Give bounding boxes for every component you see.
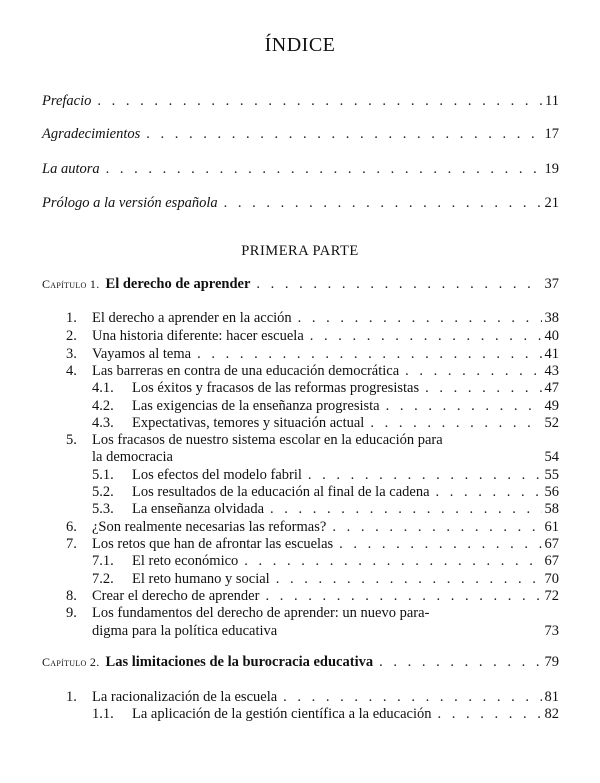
toc-subsection[interactable] [92,552,559,571]
toc-page: 38 [544,310,559,326]
toc-label: Agradecimientos [42,126,141,142]
toc-entry-prologo[interactable] [42,194,559,213]
toc-section-continued[interactable] [92,448,559,467]
section-number: 4.1. [92,380,114,396]
section-label: Las barreras en contra de una educación democrática [92,363,400,379]
section-number: 5.1. [92,467,114,483]
section-label: Los éxitos y fracasos de las reformas progresistas [132,380,420,396]
section-label: Los retos que han de afrontar las escuelas [92,536,334,552]
section-number: 7.2. [92,571,114,587]
section-label: ¿Son realmente necesarias las reformas? [92,519,327,535]
section-number: 6. [66,519,77,535]
toc-page: 52 [544,415,559,431]
part-title: PRIMERA PARTE [241,243,359,259]
section-number: 4. [66,363,77,379]
dot-leader [97,92,542,111]
page-title: ÍNDICE [264,34,336,56]
section-label: Las exigencias de la enseñanza progresista [132,398,380,414]
section-label: El reto económico [132,553,239,569]
section-number: 4.2. [92,398,114,414]
section-number: 9. [66,605,77,621]
dot-leader [425,379,541,398]
dot-leader [270,500,541,519]
section-label-continued: digma para la política educativa [92,623,278,639]
toc-page: 17 [544,126,559,142]
toc-page: 70 [544,571,559,587]
toc-page: 58 [544,501,559,517]
toc-entry-prefacio[interactable] [42,92,559,111]
dot-leader [379,653,541,672]
chapter-title: El derecho de aprender [105,276,251,292]
toc-page: 41 [544,346,559,362]
toc-page: 79 [544,654,559,670]
chapter-title: Las limitaciones de la burocracia educativa [105,654,374,670]
dot-leader [146,125,541,144]
section-number: 5. [66,432,77,448]
dot-leader [298,309,542,328]
section-label: La enseñanza olvidada [132,501,265,517]
chapter-2-heading[interactable] [42,653,559,672]
toc-page: 11 [545,93,559,109]
section-label: Crear el derecho de aprender [92,588,260,604]
section-number: 5.3. [92,501,114,517]
toc-page: 47 [544,380,559,396]
toc-page: 21 [544,195,559,211]
section-label: La aplicación de la gestión científica a la educación [132,706,432,722]
section-label: Los resultados de la educación al final de la cadena [132,484,430,500]
section-label: Los fundamentos del derecho de aprender: un nuevo para- [92,605,430,621]
toc-page: 54 [544,449,559,465]
section-label: Vayamos al tema [92,346,192,362]
toc-page: 55 [544,467,559,483]
toc-subsection[interactable] [92,705,559,724]
toc-subsection[interactable] [92,379,559,398]
section-number: 1.1. [92,706,114,722]
section-number: 5.2. [92,484,114,500]
toc-section-continued[interactable] [92,622,559,641]
toc-page: 72 [544,588,559,604]
toc-page: 61 [544,519,559,535]
toc-label: Prefacio [42,93,92,109]
toc-section[interactable] [66,604,559,623]
toc-page: 67 [544,553,559,569]
toc-label: La autora [42,161,100,177]
dot-leader [438,705,542,724]
section-number: 4.3. [92,415,114,431]
dot-leader [224,194,542,213]
section-label: Los efectos del modelo fabril [132,467,302,483]
toc-section[interactable] [66,309,559,328]
section-number: 3. [66,346,77,362]
section-label: Expectativas, temores y situación actual [132,415,365,431]
toc-page: 73 [544,623,559,639]
toc-subsection[interactable] [92,500,559,519]
section-number: 7. [66,536,77,552]
toc-page: 81 [544,689,559,705]
section-label: Una historia diferente: hacer escuela [92,328,304,344]
toc-label: Prólogo a la versión española [42,195,218,211]
chapter-number: Capítulo 2. [42,655,100,669]
toc-page: 56 [544,484,559,500]
section-label: Los fracasos de nuestro sistema escolar en la educación para [92,432,443,448]
chapter-number: Capítulo 1. [42,277,100,291]
section-number: 8. [66,588,77,604]
section-label-continued: la democracia [92,449,173,465]
toc-page: 67 [544,536,559,552]
chapter-1-heading[interactable] [42,275,559,294]
section-label: El reto humano y social [132,571,270,587]
section-number: 7.1. [92,553,114,569]
toc-page: 43 [544,363,559,379]
dot-leader [244,552,541,571]
dot-leader [310,327,542,346]
section-label: La racionalización de la escuela [92,689,278,705]
dot-leader [106,160,542,179]
section-label: El derecho a aprender en la acción [92,310,292,326]
section-number: 1. [66,689,77,705]
toc-page: 37 [544,276,559,292]
dot-leader [256,275,541,294]
toc-page: 49 [544,398,559,414]
toc-page: 19 [544,161,559,177]
toc-entry-la-autora[interactable] [42,160,559,179]
section-number: 2. [66,328,77,344]
toc-page: 40 [544,328,559,344]
section-number: 1. [66,310,77,326]
toc-section[interactable] [66,327,559,346]
toc-entry-agradecimientos[interactable] [42,125,559,144]
toc-page: 82 [544,706,559,722]
